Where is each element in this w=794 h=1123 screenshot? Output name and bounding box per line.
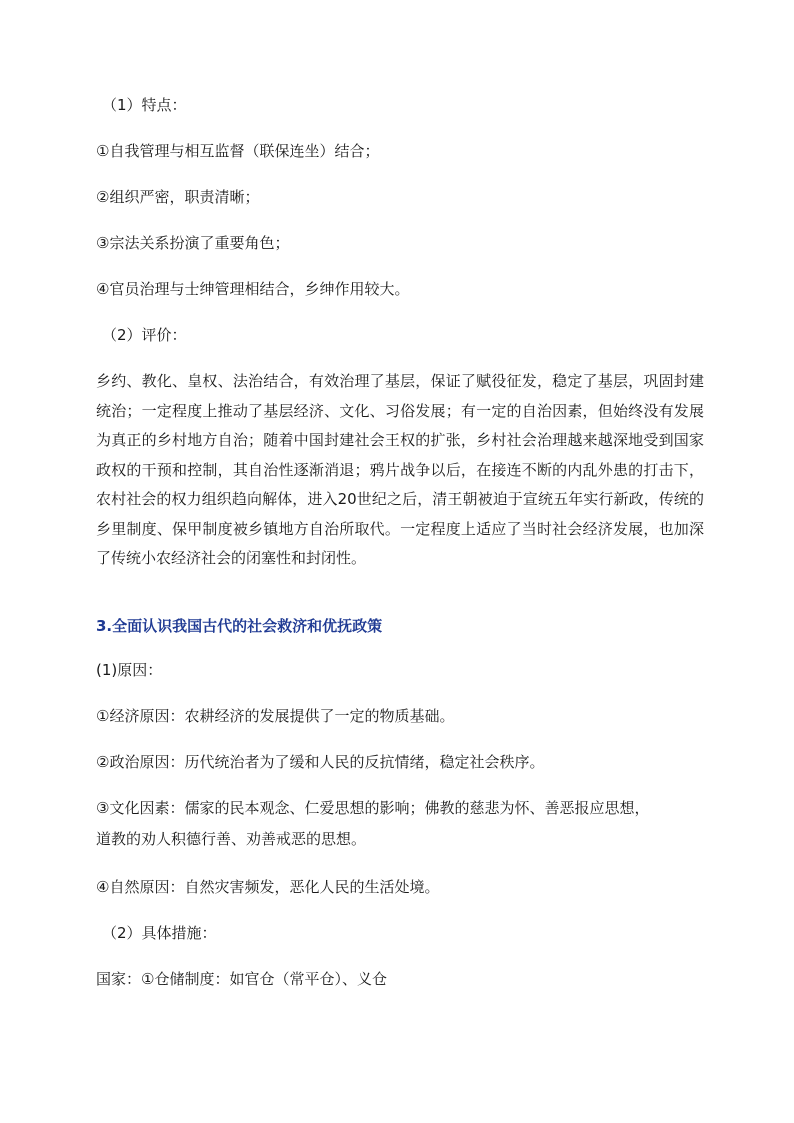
reasons-heading: (1)原因： (96, 661, 163, 679)
feature-item-1: ①自我管理与相互监督（联保连坐）结合； (96, 142, 380, 160)
reason-cultural-line-2: 道教的劝人积德行善、劝善戒恶的思想。 (96, 830, 367, 848)
measure-state-granary: 国家：①仓储制度：如官仓（常平仓）、义仓 (96, 970, 387, 988)
features-heading: （1）特点： (102, 96, 187, 114)
reason-natural: ④自然原因：自然灾害频发，恶化人民的生活处境。 (96, 878, 440, 896)
feature-item-3: ③宗法关系扮演了重要角色； (96, 234, 290, 252)
feature-item-2: ②组织严密，职责清晰； (96, 188, 260, 206)
section-3-title: 3.全面认识我国古代的社会救济和优抚政策 (96, 617, 383, 635)
feature-item-4: ④官员治理与士绅管理相结合，乡绅作用较大。 (96, 280, 410, 298)
measures-heading: （2）具体措施： (102, 924, 217, 942)
reason-economic: ①经济原因：农耕经济的发展提供了一定的物质基础。 (96, 707, 455, 725)
evaluation-heading: （2）评价： (102, 326, 187, 344)
reason-cultural-line-1: ③文化因素：儒家的民本观念、仁爱思想的影响；佛教的慈悲为怀、善恶报应思想， (96, 799, 650, 817)
evaluation-paragraph: 乡约、教化、皇权、法治结合，有效治理了基层，保证了赋役征发，稳定了基层，巩固封建统治；一定程度上推动了基层经济、文化、习俗发展；有一定的自治因素，但始终没有发展为真正的乡村地方自治；随着中国封建社会王权的扩张，乡村社会治理越来越深地受到国家政权的干预和控制，其自治性逐渐消退；鸦片战争以后，在接连不断的内乱外患的打击下，农村社会的权力组织趋向解体，进入20世纪之后，清王朝被迫于宣统五年实行新政，传统的乡里制度、保甲制度被乡镇地方自治所取代。一定程度上适应了当时社会经济发展，也加深了传统小农经济社会的闭塞性和封闭性。 (96, 372, 704, 567)
reason-political: ②政治原因：历代统治者为了缓和人民的反抗情绪，稳定社会秩序。 (96, 753, 545, 771)
